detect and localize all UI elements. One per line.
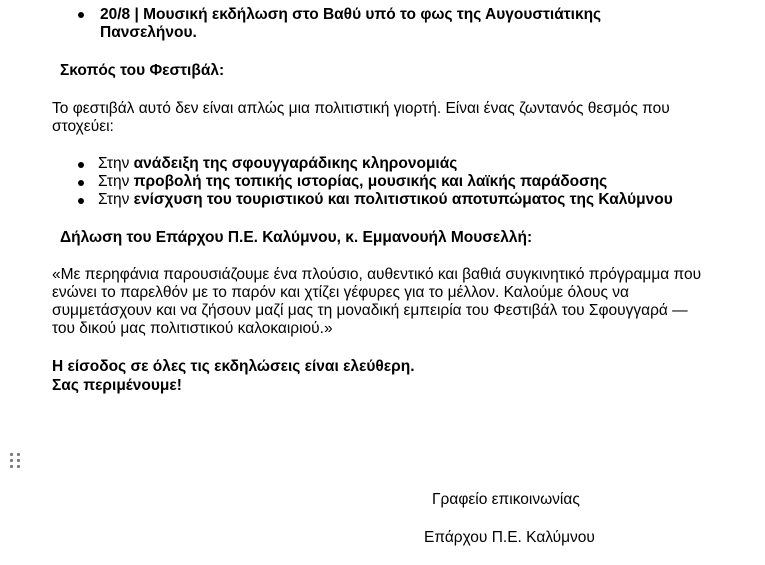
purpose-intro-line-2: στοχεύει:: [52, 118, 114, 135]
quote-line-4: του δικού μας πολιτιστικού καλοκαιριού.»: [52, 320, 333, 337]
event-line-2: Πανσελήνου.: [100, 24, 197, 41]
drag-handle-icon[interactable]: [10, 453, 20, 469]
quote-line-2: ενώνει το παρελθόν με το παρόν και χτίζει γέφυρες για το μέλλον. Καλούμε όλους να: [52, 284, 629, 301]
statement-heading: Δήλωση του Επάρχου Π.Ε. Καλύμνου, κ. Εμμανουήλ Μουσελλή:: [60, 229, 533, 246]
bullet-icon: [78, 162, 84, 168]
goal-text: ανάδειξη της σφουγγαράδικης κληρονομιάς: [133, 155, 458, 172]
bullet-icon: [78, 12, 84, 18]
goal-item-3: [98, 191, 673, 209]
goal-bullet-2: [78, 174, 84, 186]
closing-line-1: Η είσοδος σε όλες τις εκδηλώσεις είναι ελεύθερη.: [52, 358, 415, 375]
goal-prefix: Στην: [98, 173, 134, 190]
purpose-heading: Σκοπός του Φεστιβάλ:: [60, 62, 225, 79]
goal-text: ενίσχυση του τουριστικού και πολιτιστικού αποτυπώματος της Καλύμνου: [133, 191, 673, 208]
quote-line-3: συμμετάσχουν και να ζήσουν μαζί μας τη μοναδική εμπειρία του Φεστιβάλ του Σφουγγαρά —: [52, 302, 688, 319]
bullet-icon: [78, 198, 84, 204]
event-bullet-item: [78, 6, 84, 18]
closing-line-2: Σας περιμένουμε!: [52, 377, 182, 394]
quote-line-1: «Με περηφάνια παρουσιάζουμε ένα πλούσιο, αυθεντικό και βαθιά συγκινητικό πρόγραμμα που: [52, 266, 702, 283]
purpose-intro-line-1: Το φεστιβάλ αυτό δεν είναι απλώς μια πολιτιστική γιορτή. Είναι ένας ζωντανός θεσμός που: [52, 100, 670, 117]
goal-prefix: Στην: [98, 155, 134, 172]
goal-bullet-1: [78, 156, 84, 168]
event-line-1: 20/8 | Μουσική εκδήλωση στο Βαθύ υπό το φως της Αυγουστιάτικης: [100, 6, 602, 23]
signature-line-1: Γραφείο επικοινωνίας: [432, 491, 580, 508]
goal-item-2: [98, 173, 607, 191]
goal-prefix: Στην: [98, 191, 134, 208]
signature-line-2: Επάρχου Π.Ε. Καλύμνου: [424, 529, 595, 546]
goal-item-1: [98, 155, 457, 173]
goal-text: προβολή της τοπικής ιστορίας, μουσικής και λαϊκής παράδοσης: [133, 173, 608, 190]
goal-bullet-3: [78, 192, 84, 204]
bullet-icon: [78, 180, 84, 186]
